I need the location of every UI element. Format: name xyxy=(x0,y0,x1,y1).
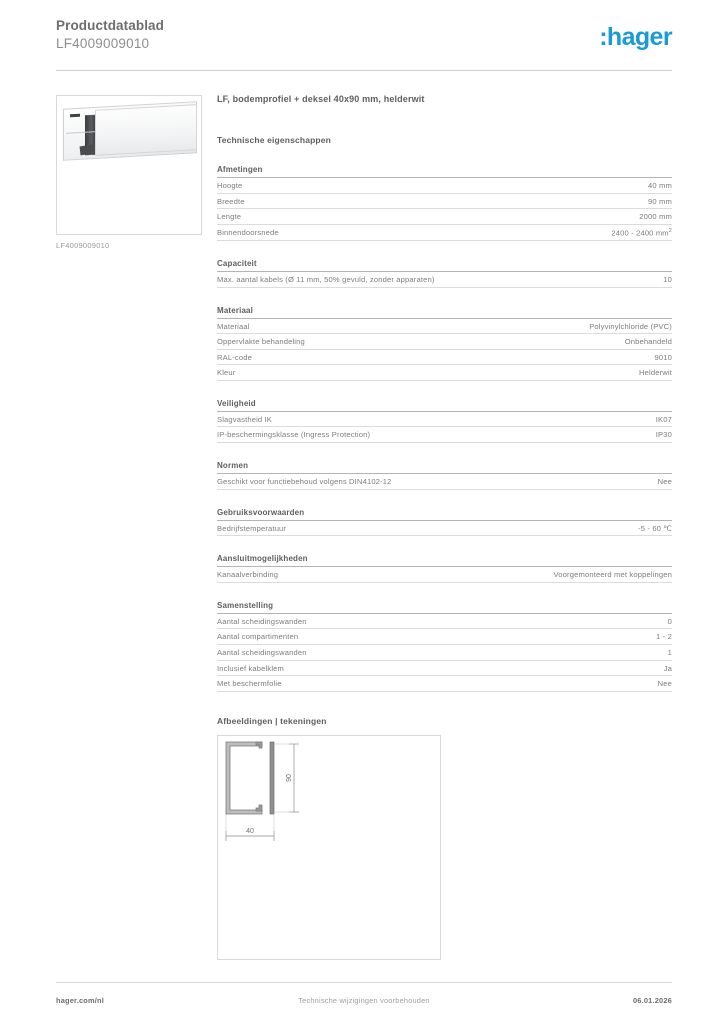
spec-value: 1 - 2 xyxy=(656,632,672,642)
spec-value: IK07 xyxy=(655,414,672,424)
spec-value: 0 xyxy=(667,616,672,626)
spec-group xyxy=(217,601,672,692)
profile-outline xyxy=(226,742,262,814)
spec-group xyxy=(217,461,672,490)
spec-label: Breedte xyxy=(217,196,245,206)
footer-divider xyxy=(56,982,672,983)
specifications-table xyxy=(217,165,672,692)
spec-label: RAL-code xyxy=(217,352,252,362)
spec-label: Materiaal xyxy=(217,321,250,331)
header-divider xyxy=(56,70,672,71)
height-dimension-label: 90 xyxy=(286,773,293,782)
spec-group-title: Aansluitmogelijkheden xyxy=(217,554,672,567)
spec-value xyxy=(611,228,672,238)
spec-label: Aantal scheidingswanden xyxy=(217,648,307,658)
spec-value: 90 mm xyxy=(648,196,672,206)
spec-row xyxy=(217,209,672,225)
page-footer xyxy=(56,996,672,1010)
spec-label: Bedrijfstemperatuur xyxy=(217,523,287,533)
spec-group-title: Materiaal xyxy=(217,306,672,319)
spec-label: Hoogte xyxy=(217,181,243,190)
product-image xyxy=(56,95,202,235)
spec-value: 9010 xyxy=(654,352,672,362)
spec-value-text: 2400 - 2400 mm xyxy=(611,228,669,238)
spec-group-title: Normen xyxy=(217,461,672,474)
main-content xyxy=(217,93,672,960)
spec-row xyxy=(217,521,672,537)
article-number: LF4009009010 xyxy=(56,36,150,51)
spec-value: IP30 xyxy=(655,430,672,440)
spec-group xyxy=(217,259,672,288)
spec-row xyxy=(217,272,672,288)
spec-label: Aantal compartimenten xyxy=(217,632,299,642)
spec-group-title: Gebruiksvoorwaarden xyxy=(217,508,672,521)
profile-cover-shape xyxy=(95,104,197,156)
spec-group-title: Veiligheid xyxy=(217,399,672,412)
spec-row xyxy=(217,365,672,381)
spec-row xyxy=(217,427,672,443)
spec-group-title: Capaciteit xyxy=(217,259,672,272)
spec-label: Slagvastheid IK xyxy=(217,414,273,424)
spec-row xyxy=(217,474,672,490)
profile-bottom-hook xyxy=(256,805,262,811)
spec-value: Nee xyxy=(657,679,672,689)
spec-value: 2000 mm xyxy=(639,212,672,222)
spec-label: Binnendoorsnede xyxy=(217,228,279,238)
drawings-heading: Afbeeldingen | tekeningen xyxy=(217,715,327,726)
spec-label: Lengte xyxy=(217,212,242,222)
spec-row xyxy=(217,225,672,241)
spec-value-superscript: 2 xyxy=(668,227,672,234)
spec-value: 1 xyxy=(667,648,672,658)
profile-cover-plate xyxy=(270,742,274,814)
spec-row xyxy=(217,334,672,350)
spec-value: Polyvinylchloride (PVC) xyxy=(589,321,672,331)
spec-group xyxy=(217,306,672,381)
footer-date: 06.01.2026 xyxy=(633,996,672,1005)
spec-value: Helderwit xyxy=(638,368,672,378)
spec-row xyxy=(217,676,672,692)
page-header xyxy=(56,18,672,70)
spec-value: Nee xyxy=(657,477,672,487)
spec-value: 10 xyxy=(663,274,672,284)
footer-website[interactable]: hager.com/nl xyxy=(56,996,104,1005)
product-description: LF, bodemprofiel + deksel 40x90 mm, helderwit xyxy=(217,94,425,104)
spec-label: Met beschermfolie xyxy=(217,679,282,689)
spec-label: IP-beschermingsklasse (Ingress Protection) xyxy=(217,430,371,440)
spec-label: Kanaalverbinding xyxy=(217,570,279,580)
profile-top-hook xyxy=(256,742,262,748)
spec-value: 40 mm xyxy=(648,181,672,190)
footer-disclaimer: Technische wijzigingen voorbehouden xyxy=(298,996,430,1005)
spec-row xyxy=(217,567,672,583)
width-dimension-label: 40 xyxy=(246,827,254,835)
spec-row xyxy=(217,178,672,194)
spec-group-title: Samenstelling xyxy=(217,601,672,614)
spec-row xyxy=(217,319,672,335)
profile-cross-section-svg xyxy=(218,736,442,961)
spec-group xyxy=(217,508,672,537)
hager-logo: :hager xyxy=(599,23,672,51)
profile-notch xyxy=(70,114,80,118)
spec-value: Voorgemonteerd met koppelingen xyxy=(553,570,672,580)
product-illustration xyxy=(63,102,197,166)
spec-value: -5 - 60 ℃ xyxy=(638,523,672,533)
spec-group xyxy=(217,399,672,443)
spec-group xyxy=(217,554,672,583)
spec-row xyxy=(217,629,672,645)
spec-label: Oppervlakte behandeling xyxy=(217,337,305,347)
spec-row xyxy=(217,614,672,630)
technical-drawing xyxy=(217,735,441,960)
spec-row xyxy=(217,194,672,210)
spec-label: Inclusief kabelklem xyxy=(217,663,285,673)
spec-label: Max. aantal kabels (Ø 11 mm, 50% gevuld, zonder apparaten) xyxy=(217,274,435,284)
spec-group-title: Afmetingen xyxy=(217,165,672,178)
spec-label: Kleur xyxy=(217,368,236,378)
spec-group xyxy=(217,165,672,241)
page-title: Productdatablad xyxy=(56,18,165,33)
technical-properties-heading: Technische eigenschappen xyxy=(217,135,331,145)
spec-row xyxy=(217,645,672,661)
spec-label: Aantal scheidingswanden xyxy=(217,616,307,626)
spec-label: Geschikt voor functiebehoud volgens DIN4102-12 xyxy=(217,477,392,487)
spec-row xyxy=(217,412,672,428)
spec-value: Onbehandeld xyxy=(624,337,672,347)
spec-row xyxy=(217,350,672,366)
spec-row xyxy=(217,661,672,677)
product-image-caption: LF4009009010 xyxy=(56,241,110,250)
spec-value: Ja xyxy=(663,663,672,673)
